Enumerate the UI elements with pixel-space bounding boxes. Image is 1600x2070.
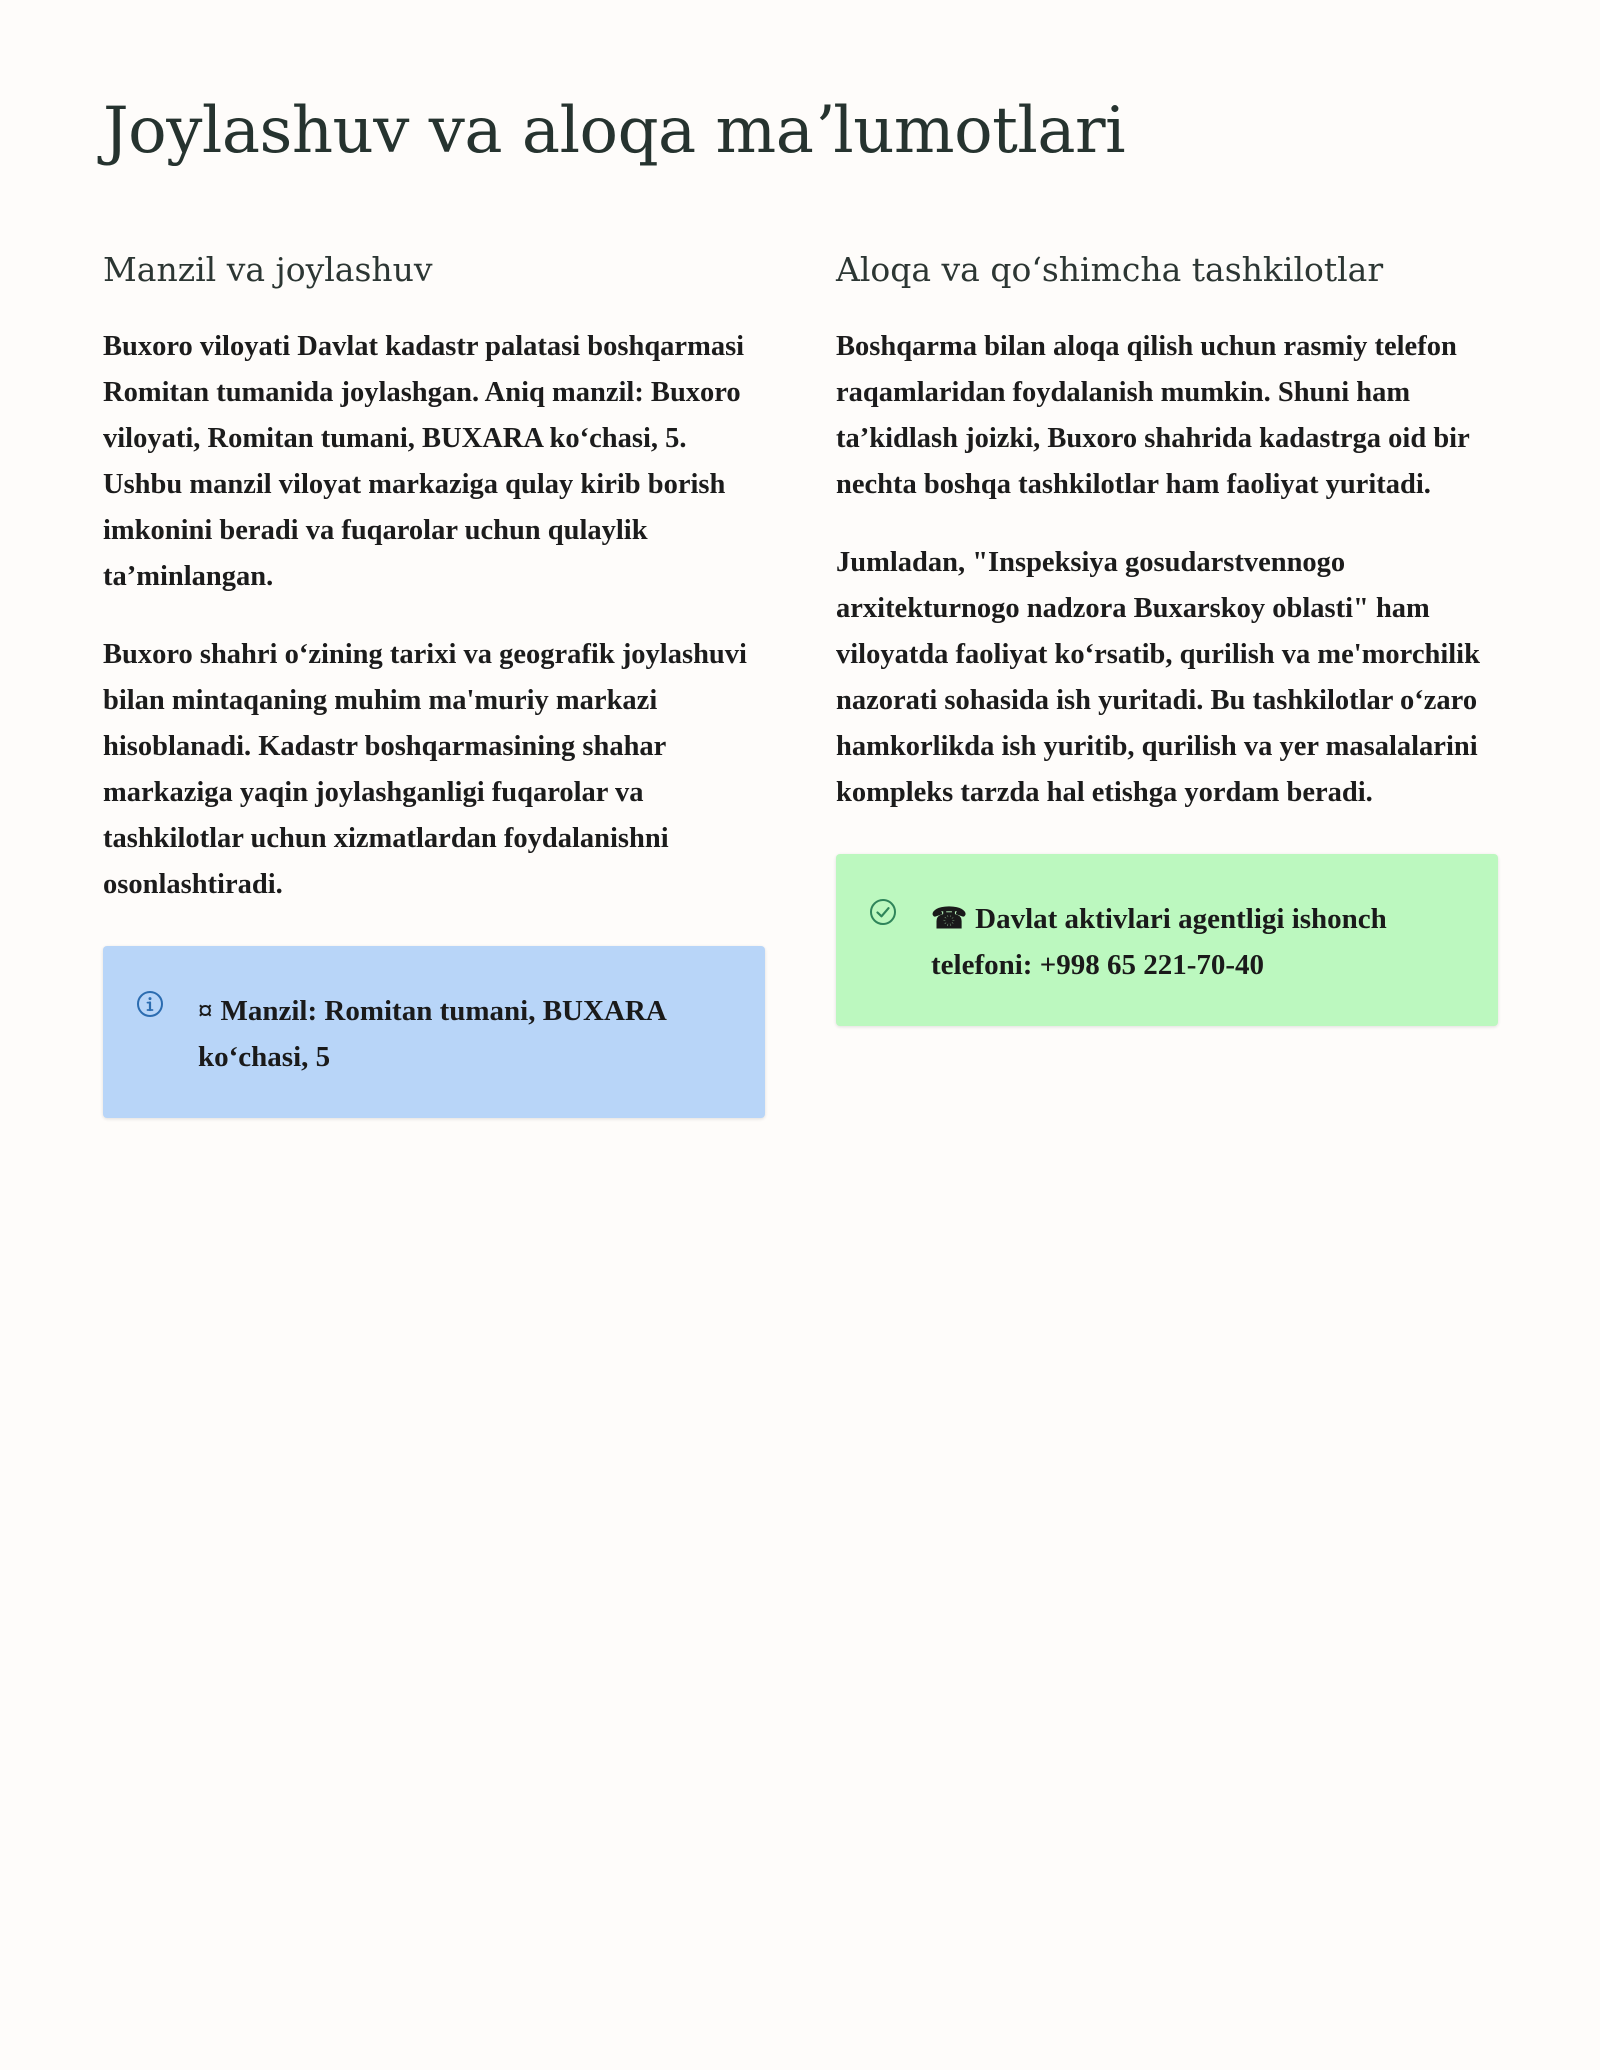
contact-paragraph-1: Boshqarma bilan aloqa qilish uchun rasmiy telefon raqamlaridan foydalanish mumkin. Shuni ham taʼkidlash joizki, Buxoro shahrida kadastrga oid bir nechta boshqa tashkilotlar ham faoliyat yuritadi. bbox=[836, 330, 1470, 500]
hotline-callout-value: Davlat aktivlari agentligi ishonch telefoni: +998 65 221-70-40 bbox=[931, 902, 1387, 981]
check-circle-icon bbox=[869, 898, 897, 926]
address-section-heading: Manzil va joylashuv bbox=[103, 250, 433, 289]
contact-paragraph-2: Jumladan, "Inspeksiya gosudarstvennogo arxitekturnogo nadzora Buxarskoy oblasti" ham viloyatda faoliyat koʻrsatib, qurilish va me'morchilik nazorati sohasida ish yuritadi. Bu tashkilotlar oʻzaro hamkorlikda ish yuritib, qurilish va yer masalalarini kompleks tarzda hal etishga yordam beradi. bbox=[836, 546, 1480, 808]
two-column-layout bbox=[103, 250, 1498, 1118]
address-glyph: ¤ bbox=[198, 994, 213, 1027]
phone-icon: ☎ bbox=[931, 902, 968, 935]
contact-callout-text bbox=[931, 896, 1458, 988]
address-info-callout bbox=[103, 946, 765, 1118]
address-paragraph-2: Buxoro shahri oʻzining tarixi va geografik joylashuvi bilan mintaqaning muhim ma'muriy markazi hisoblanadi. Kadastr boshqarmasining shahar markaziga yaqin joylashganligi fuqarolar va tashkilotlar uchun xizmatlardan foydalanishni osonlashtiradi. bbox=[103, 638, 747, 900]
address-callout-value: Manzil: Romitan tumani, BUXARA koʻchasi, 5 bbox=[198, 994, 666, 1073]
address-section bbox=[103, 250, 765, 1118]
contact-success-callout bbox=[836, 854, 1498, 1026]
page-title: Joylashuv va aloqa maʼlumotlari bbox=[103, 94, 1126, 168]
contact-section bbox=[836, 250, 1498, 1118]
contact-section-heading: Aloqa va qoʻshimcha tashkilotlar bbox=[836, 250, 1384, 289]
info-circle-icon bbox=[136, 990, 164, 1018]
address-callout-text bbox=[198, 988, 725, 1080]
address-paragraph-1: Buxoro viloyati Davlat kadastr palatasi boshqarmasi Romitan tumanida joylashgan. Aniq manzil: Buxoro viloyati, Romitan tumani, BUXARA koʻchasi, 5. Ushbu manzil viloyat markaziga qulay kirib borish imkonini beradi va fuqarolar uchun qulaylik taʼminlangan. bbox=[103, 330, 745, 592]
